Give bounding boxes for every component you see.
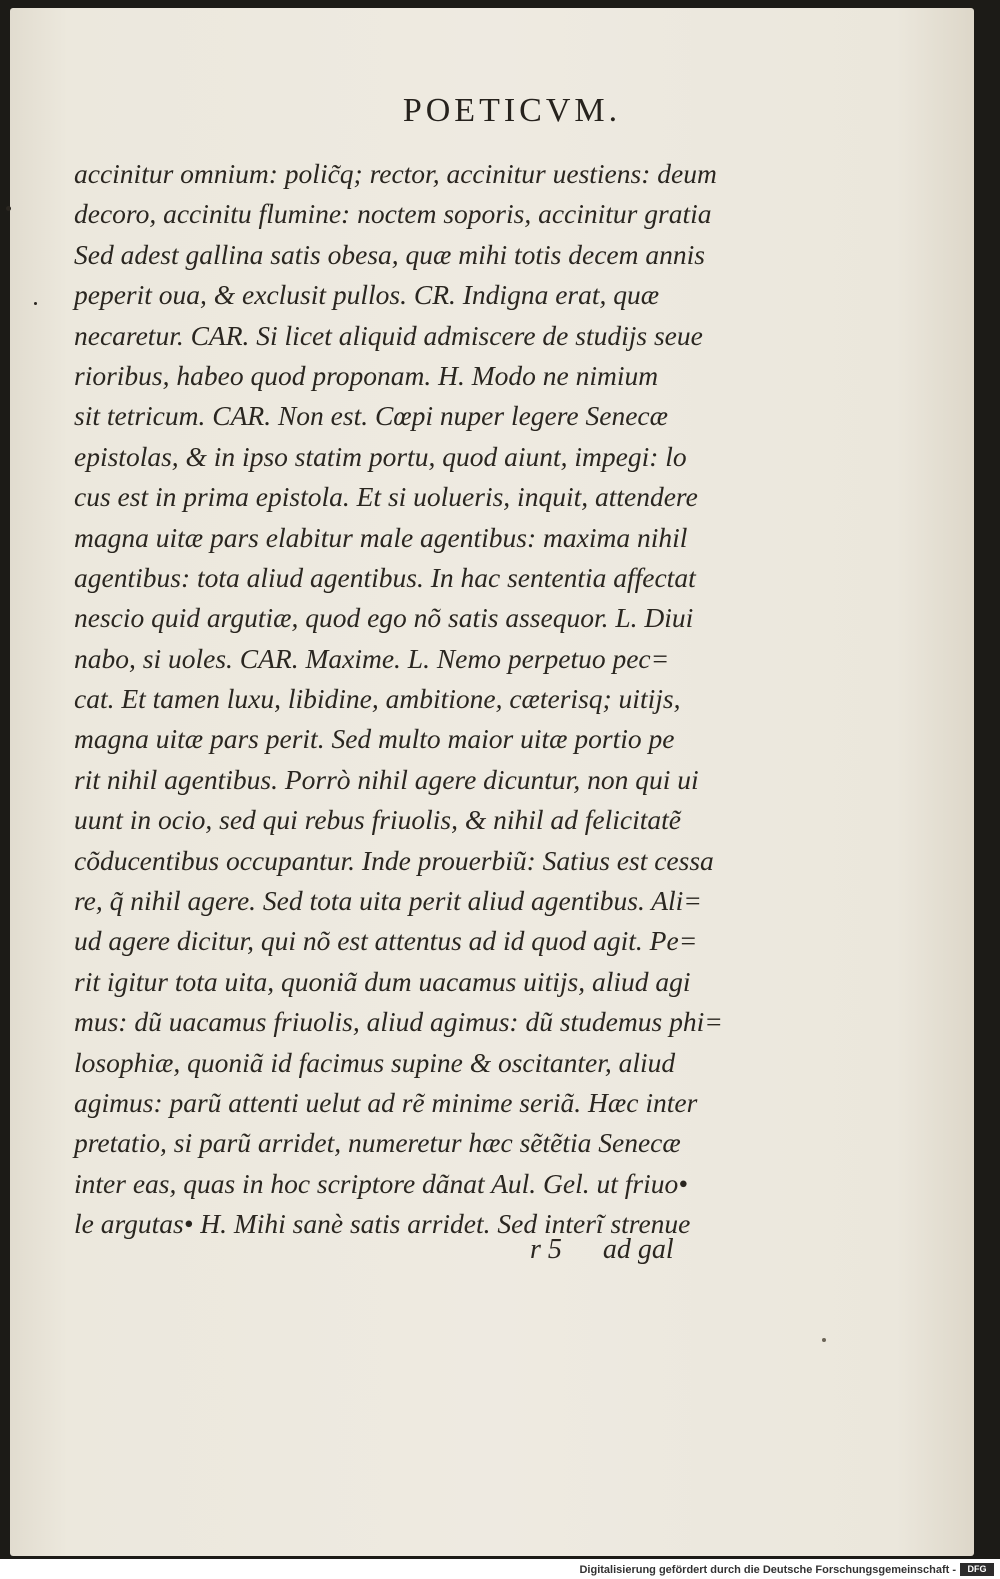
- text-line: nescio quid argutiæ, quod ego nõ satis assequor. L. Diui: [74, 602, 694, 634]
- ink-speck: [6, 206, 11, 211]
- text-line: agimus: parũ attenti uelut ad rẽ minime seriã. Hæc inter: [74, 1086, 698, 1118]
- text-line: decoro, accinitu flumine: noctem soporis, accinitur gratia: [74, 198, 712, 230]
- text-line: agentibus: tota aliud agentibus. In hac sententia affectat: [74, 561, 696, 593]
- text-line: Sed adest gallina satis obesa, quæ mihi totis decem annis: [74, 238, 705, 270]
- text-line: rioribus, habeo quod proponam. H. Modo ne nimium: [74, 359, 659, 391]
- book-page: [10, 8, 974, 1556]
- body-text: [74, 154, 734, 1245]
- text-line: nabo, si uoles. CAR. Maxime. L. Nemo perpetuo pec=: [74, 642, 670, 674]
- page-foot: [530, 1234, 674, 1266]
- ink-speck: [822, 1338, 826, 1342]
- funding-credit: Digitalisierung gefördert durch die Deutsche Forschungsgemeinschaft -: [579, 1564, 956, 1576]
- signature-mark: r 5: [530, 1234, 562, 1265]
- text-line: accinitur omnium: polic̃q; rector, accinitur uestiens: deum: [74, 158, 717, 189]
- text-line: cus est in prima epistola. Et si uolueris, inquit, attendere: [74, 481, 698, 513]
- dfg-logo: DFG: [960, 1563, 994, 1576]
- text-line: sit tetricum. CAR. Non est. Cœpi nuper legere Senecæ: [74, 400, 668, 432]
- running-title: [10, 92, 974, 130]
- catchword: ad gal: [602, 1234, 674, 1265]
- text-line: peperit oua, & exclusit pullos. CR. Indigna erat, quæ: [74, 279, 660, 311]
- text-line: re, q̃ nihil agere. Sed tota uita perit aliud agentibus. Ali=: [74, 885, 702, 917]
- text-line: cat. Et tamen luxu, libidine, ambitione, cæterisq; uitijs,: [74, 683, 681, 715]
- digitization-footer: [0, 1559, 1000, 1579]
- text-line: mus: dũ uacamus friuolis, aliud agimus: dũ studemus phi=: [74, 1006, 723, 1038]
- text-line: uunt in ocio, sed qui rebus friuolis, & nihil ad felicitatẽ: [74, 804, 682, 836]
- text-line: cõducentibus occupantur. Inde prouerbiũ: Satius est cessa: [74, 844, 714, 876]
- text-line: magna uitæ pars perit. Sed multo maior uitæ portio pe: [74, 723, 675, 755]
- text-line: le argutas• H. Mihi sanè satis arridet. Sed interĩ strenue: [74, 1208, 691, 1240]
- text-line: rit igitur tota uita, quoniã dum uacamus uitijs, aliud agi: [74, 965, 691, 997]
- text-line: rit nihil agentibus. Porrò nihil agere dicuntur, non qui ui: [74, 763, 699, 795]
- text-line: necaretur. CAR. Si licet aliquid admiscere de studijs seue: [74, 319, 703, 351]
- text-line: inter eas, quas in hoc scriptore dãnat Aul. Gel. ut friuo•: [74, 1167, 688, 1199]
- text-line: magna uitæ pars elabitur male agentibus: maxima nihil: [74, 521, 688, 553]
- text-line: ud agere dicitur, qui nõ est attentus ad id quod agit. Pe=: [74, 925, 698, 957]
- ink-speck: [34, 302, 37, 305]
- text-line: pretatio, si parũ arridet, numeretur hæc sẽtẽtia Senecæ: [74, 1127, 681, 1159]
- running-title-text: POETICVM.: [402, 92, 622, 129]
- text-line: epistolas, & in ipso statim portu, quod aiunt, impegi: lo: [74, 440, 687, 472]
- text-line: losophiæ, quoniã id facimus supine & oscitanter, aliud: [74, 1046, 676, 1078]
